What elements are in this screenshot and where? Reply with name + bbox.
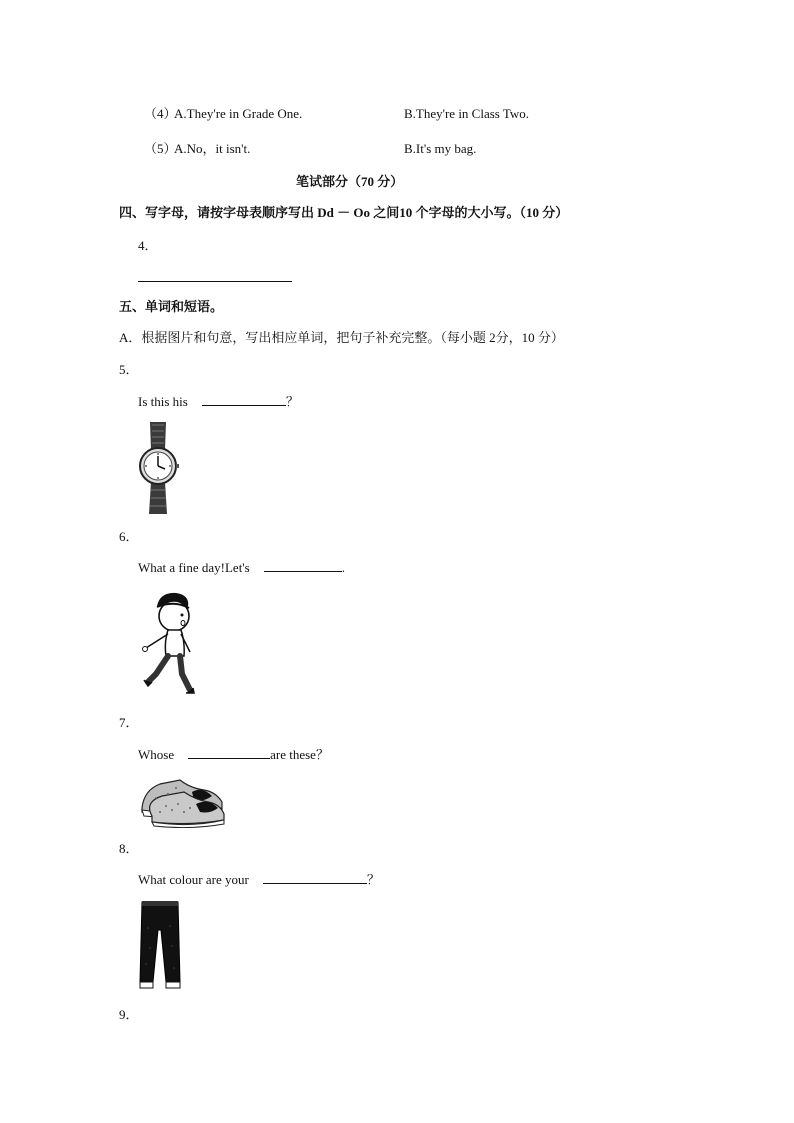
question-sentence xyxy=(138,393,299,410)
sentence-end: . xyxy=(341,560,345,575)
answer-blank[interactable] xyxy=(263,871,367,884)
question-number: 8． xyxy=(119,841,139,856)
trousers-image xyxy=(138,898,182,992)
sentence-end: ？ xyxy=(285,394,299,409)
wristwatch-image xyxy=(136,420,180,516)
sentence-start: Whose xyxy=(138,747,175,762)
q4-option-b: B.They're in Class Two. xyxy=(404,106,530,121)
question-number: 7． xyxy=(119,715,139,730)
question-sentence xyxy=(138,559,345,576)
q4-number: （4） xyxy=(144,106,177,121)
answer-blank[interactable] xyxy=(264,559,342,572)
q5-option-b: B.It's my bag. xyxy=(404,141,477,156)
answer-blank[interactable] xyxy=(188,746,270,759)
answer-blank[interactable] xyxy=(202,393,286,406)
part5-sub-a: A．根据图片和句意，写出相应单词，把句子补充完整。（每小题 2分，10 分） xyxy=(119,330,564,345)
question-number: 9． xyxy=(119,1007,139,1022)
part4-question-number: 4． xyxy=(138,238,158,253)
sneakers-image xyxy=(138,772,228,828)
sentence-start: What colour are your xyxy=(138,872,249,887)
sentence-start: Is this his xyxy=(138,394,188,409)
part4-heading: 四、写字母，请按字母表顺序写出 Dd － Oo 之间10 个字母的大小写。（10 分） xyxy=(119,205,569,220)
walking-boy-image xyxy=(138,590,198,698)
letters-answer-line[interactable] xyxy=(138,281,292,282)
part5-heading: 五、单词和短语。 xyxy=(119,299,224,314)
question-number: 5． xyxy=(119,362,139,377)
written-section-title: 笔试部分（70 分） xyxy=(296,174,404,189)
q5-option-a: A.No，it isn't. xyxy=(174,141,251,156)
question-sentence xyxy=(138,746,329,763)
sentence-start: What a fine day!Let's xyxy=(138,560,250,575)
q4-option-a: A.They're in Grade One. xyxy=(174,106,303,121)
sentence-end: ？ xyxy=(366,872,380,887)
sentence-end: are these？ xyxy=(270,747,329,762)
q5-number: （5） xyxy=(144,141,177,156)
question-sentence xyxy=(138,871,380,888)
question-number: 6． xyxy=(119,529,139,544)
